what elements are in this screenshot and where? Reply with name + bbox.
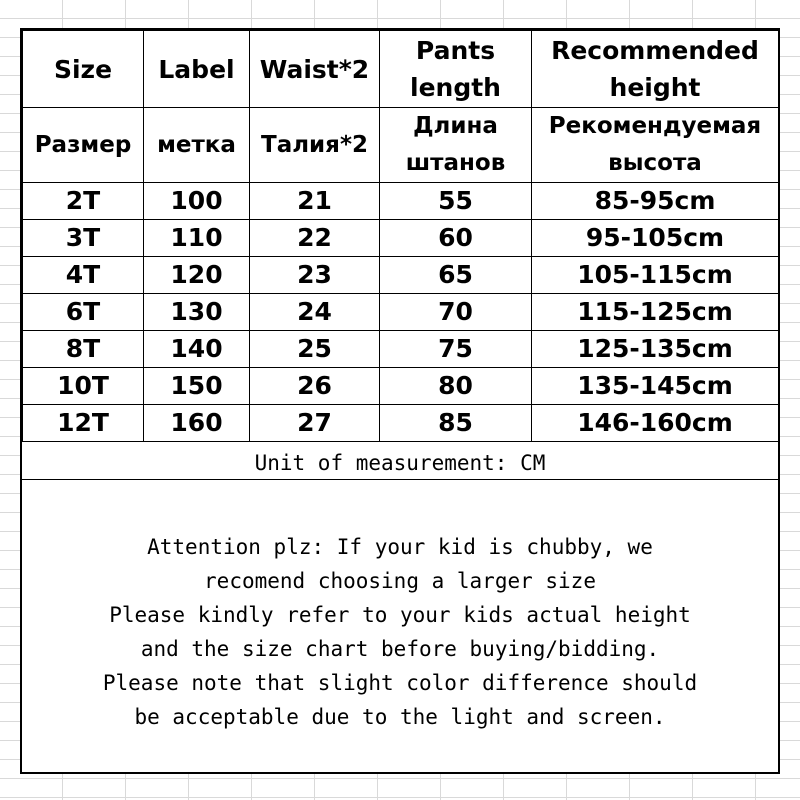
cell-height: 125-135cm [532,331,779,368]
cell-label: 120 [144,257,250,294]
table-row [23,368,779,405]
size-table [22,30,779,442]
cell-size: 4T [23,257,144,294]
cell-size: 2T [23,183,144,220]
header-pants-length-ru: Длина штанов [380,108,532,183]
cell-pants-length: 75 [380,331,532,368]
unit-note: Unit of measurement: CM [22,448,778,480]
table-row [23,331,779,368]
cell-height: 95-105cm [532,220,779,257]
cell-label: 140 [144,331,250,368]
attention-notes [22,530,778,734]
header-size-ru: Размер [23,108,144,183]
cell-pants-length: 60 [380,220,532,257]
cell-label: 110 [144,220,250,257]
note-line: Attention plz: If your kid is chubby, we [147,535,653,559]
cell-height: 115-125cm [532,294,779,331]
cell-pants-length: 85 [380,405,532,442]
cell-size: 12T [23,405,144,442]
table-row [23,183,779,220]
header-size: Size [23,31,144,108]
cell-waist: 21 [250,183,380,220]
cell-pants-length: 70 [380,294,532,331]
header-pants-length: Pants length [380,31,532,108]
note-line: and the size chart before buying/bidding. [140,637,660,661]
cell-height: 105-115cm [532,257,779,294]
cell-label: 130 [144,294,250,331]
cell-label: 160 [144,405,250,442]
cell-size: 8T [23,331,144,368]
header-label-ru: метка [144,108,250,183]
size-chart [20,28,780,774]
table-row [23,257,779,294]
note-line: be acceptable due to the light and screen. [134,705,666,729]
header-recommended-height: Recommended height [532,31,779,108]
header-label: Label [144,31,250,108]
cell-waist: 24 [250,294,380,331]
table-row [23,294,779,331]
header-waist: Waist*2 [250,31,380,108]
cell-pants-length: 80 [380,368,532,405]
cell-size: 3T [23,220,144,257]
cell-label: 100 [144,183,250,220]
cell-waist: 23 [250,257,380,294]
cell-waist: 26 [250,368,380,405]
table-row [23,405,779,442]
header-row-russian [23,108,779,183]
note-line: recomend choosing a larger size [204,569,596,593]
cell-height: 135-145cm [532,368,779,405]
note-line: Please note that slight color difference should [102,671,698,695]
cell-height: 146-160cm [532,405,779,442]
cell-size: 6T [23,294,144,331]
cell-waist: 25 [250,331,380,368]
cell-pants-length: 65 [380,257,532,294]
header-row-english [23,31,779,108]
table-row [23,220,779,257]
cell-pants-length: 55 [380,183,532,220]
cell-label: 150 [144,368,250,405]
header-waist-ru: Талия*2 [250,108,380,183]
cell-waist: 22 [250,220,380,257]
cell-height: 85-95cm [532,183,779,220]
cell-waist: 27 [250,405,380,442]
cell-size: 10T [23,368,144,405]
note-line: Please kindly refer to your kids actual height [109,603,691,627]
header-recommended-height-ru: Рекомендуемая высота [532,108,779,183]
